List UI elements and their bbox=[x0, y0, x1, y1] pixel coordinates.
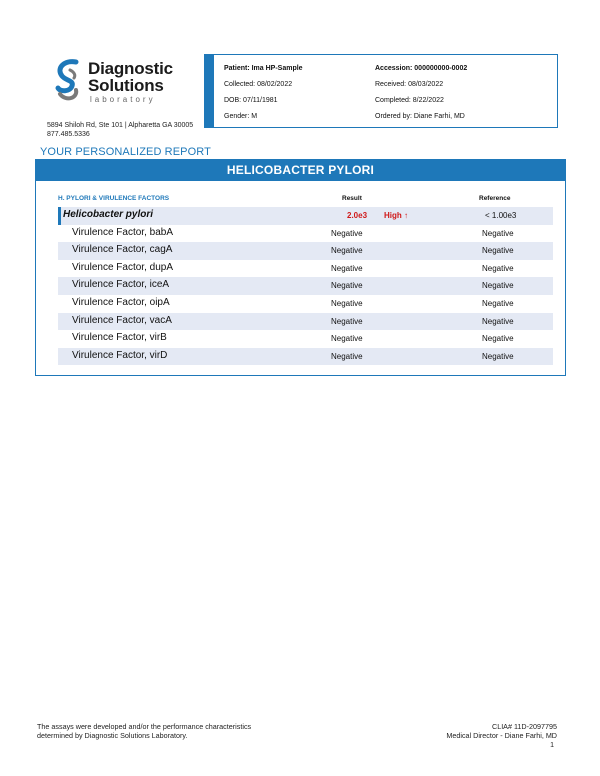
page-number: 1 bbox=[550, 742, 554, 749]
table-row-virb bbox=[58, 330, 553, 348]
table-row-vaca bbox=[58, 313, 553, 331]
result-flag: High ↑ bbox=[384, 211, 408, 220]
report-title: YOUR PERSONALIZED REPORT bbox=[40, 146, 211, 158]
footer-disclaimer bbox=[37, 722, 251, 740]
test-name: Virulence Factor, virD bbox=[72, 349, 168, 361]
test-name: Virulence Factor, vacA bbox=[72, 314, 172, 326]
table-row-helicobacter-pylori bbox=[58, 207, 553, 225]
lab-address-block bbox=[47, 121, 193, 139]
test-result: Negative bbox=[331, 281, 363, 291]
test-result: Negative bbox=[331, 246, 363, 256]
lab-logo bbox=[54, 58, 214, 108]
table-row-icea bbox=[58, 277, 553, 295]
test-result: Negative bbox=[331, 298, 363, 308]
test-name: Helicobacter pylori bbox=[63, 209, 154, 220]
test-name: Virulence Factor, iceA bbox=[72, 279, 170, 291]
results-panel bbox=[35, 159, 566, 376]
accession-number: Accession: 000000000-0002 bbox=[375, 65, 468, 72]
disclaimer-line1: The assays were developed and/or the performance characteristics bbox=[37, 722, 252, 731]
collected-date: Collected: 08/02/2022 bbox=[224, 81, 293, 88]
lab-address: 5894 Shiloh Rd, Ste 101 | Alpharetta GA 30005 bbox=[47, 122, 194, 129]
lab-name-line1: Diagnostic bbox=[88, 59, 173, 78]
column-header-reference: Reference bbox=[479, 195, 511, 202]
ordering-physician: Ordered by: Diane Farhi, MD bbox=[375, 113, 465, 120]
test-result: 2.0e3 bbox=[347, 211, 368, 220]
test-name: Virulence Factor, dupA bbox=[72, 261, 173, 273]
column-header-result: Result bbox=[342, 195, 362, 202]
reference-range: Negative bbox=[482, 281, 514, 291]
panel-title: HELICOBACTER PYLORI bbox=[36, 160, 565, 181]
table-row-baba bbox=[58, 225, 553, 243]
patient-info-box bbox=[204, 54, 558, 128]
reference-range: < 1.00e3 bbox=[485, 211, 517, 220]
test-name: Virulence Factor, oipA bbox=[72, 296, 170, 308]
test-result: Negative bbox=[331, 334, 363, 344]
section-header: H. PYLORI & VIRULENCE FACTORS bbox=[58, 195, 170, 202]
reference-range: Negative bbox=[482, 228, 514, 238]
table-row-vird bbox=[58, 348, 553, 366]
reference-range: Negative bbox=[482, 334, 514, 344]
received-date: Received: 08/03/2022 bbox=[375, 81, 444, 88]
lab-name-line3: laboratory bbox=[90, 95, 156, 104]
reference-range: Negative bbox=[482, 246, 514, 256]
clia-number: CLIA# 11D-2097795 bbox=[492, 722, 557, 731]
test-result: Negative bbox=[331, 351, 363, 361]
test-name: Virulence Factor, babA bbox=[72, 226, 173, 238]
patient-info-accent-bar bbox=[205, 55, 214, 127]
lab-phone: 877.485.5336 bbox=[47, 131, 90, 138]
completed-date: Completed: 8/22/2022 bbox=[375, 97, 444, 104]
table-row-oipa bbox=[58, 295, 553, 313]
test-result: Negative bbox=[331, 316, 363, 326]
table-row-caga bbox=[58, 242, 553, 260]
medical-director: Medical Director - Diane Farhi, MD bbox=[446, 731, 557, 740]
reference-range: Negative bbox=[482, 298, 514, 308]
ds-swirl-logo-icon bbox=[54, 58, 84, 104]
patient-dob: DOB: 07/11/1981 bbox=[224, 97, 278, 104]
test-name: Virulence Factor, cagA bbox=[72, 244, 173, 256]
reference-range: Negative bbox=[482, 263, 514, 273]
disclaimer-line2: determined by Diagnostic Solutions Laboratory. bbox=[37, 731, 188, 740]
lab-name-line2: Solutions bbox=[88, 76, 164, 95]
patient-name: Patient: Ima HP-Sample bbox=[224, 65, 303, 72]
reference-range: Negative bbox=[482, 316, 514, 326]
test-result: Negative bbox=[331, 263, 363, 273]
test-result: Negative bbox=[331, 228, 363, 238]
table-row-dupa bbox=[58, 260, 553, 278]
results-table bbox=[58, 207, 553, 365]
patient-gender: Gender: M bbox=[224, 113, 258, 120]
reference-range: Negative bbox=[482, 351, 514, 361]
footer-credentials bbox=[446, 722, 557, 740]
test-name: Virulence Factor, virB bbox=[72, 332, 167, 344]
